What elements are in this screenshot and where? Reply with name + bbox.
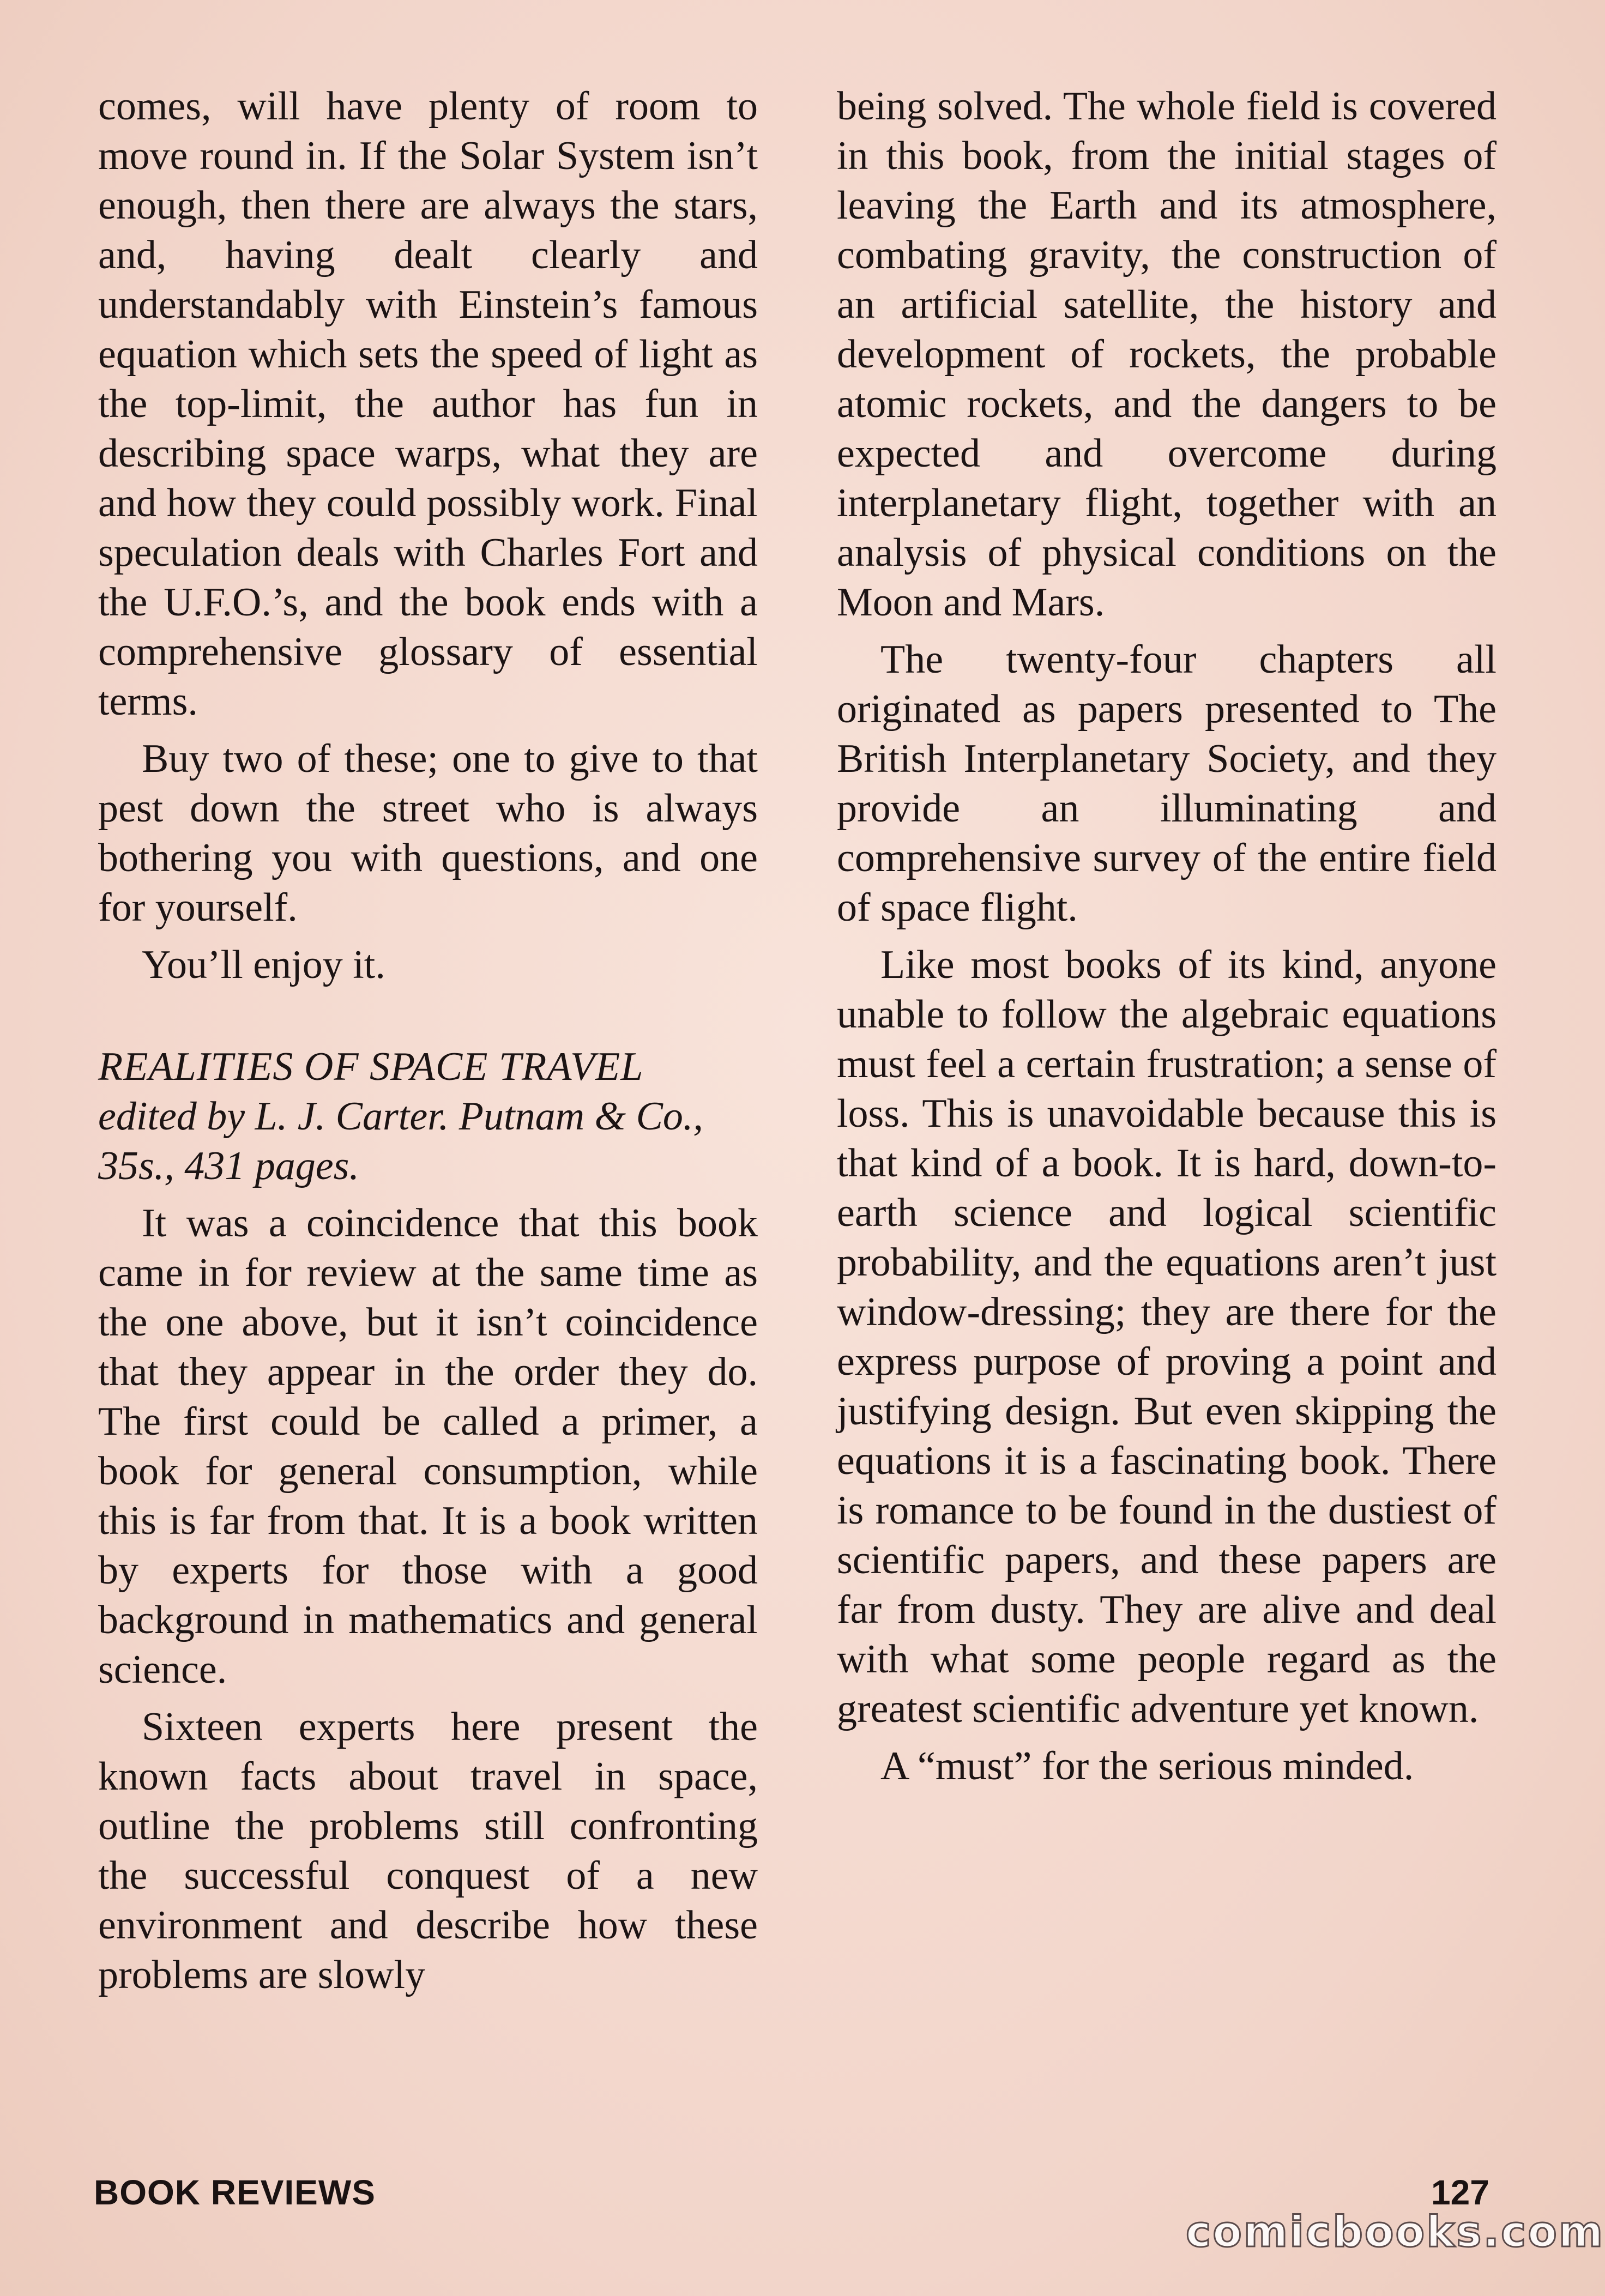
paragraph: It was a coincidence that this book came in for review at the same time as the one above, but it isn’t coincidence that they appear in the order they do. The first could be called a primer, a book for general consumption, while this is far from that. It is a book written by experts for those with a good background in mathematics and general science. — [98, 1201, 758, 1692]
paragraph: The twenty-four chapters all originated as papers presented to The British Interplanetary Society, and they provide an illuminating and comprehensive survey of the entire field of space flight. — [837, 637, 1497, 930]
book-byline: edited by L. J. Carter. Putnam & Co., 35s., 431 pages. — [98, 1094, 703, 1188]
paragraph: being solved. The whole field is covered in this book, from the initial stages of leaving the Earth and its atmosphere, combating gravity, the construction of an artificial satellite, the history and development of rockets, the probable atomic rockets, and the dangers to be expected and overcome during interplanetary flight, together with an analysis of physical conditions on the Moon and Mars. — [837, 84, 1497, 625]
page-number: 127 — [1431, 2173, 1489, 2212]
left-column — [98, 82, 758, 2000]
book-heading — [98, 1042, 758, 1191]
right-column — [837, 82, 1497, 1791]
paragraph: A “must” for the serious minded. — [880, 1744, 1414, 1789]
book-title: REALITIES OF SPACE TRAVEL — [98, 1044, 644, 1089]
paragraph: Buy two of these; one to give to that pest down the street who is always bothering you with questions, and one for yourself. — [98, 736, 758, 930]
paragraph: Sixteen experts here present the known facts about travel in space, outline the problems still confronting the successful conquest of a new environment and describe how these problems are slowly — [98, 1705, 758, 1997]
watermark: comicbooks.com — [1186, 2208, 1605, 2257]
paragraph: Like most books of its kind, anyone unable to follow the algebraic equations must feel a certain frustration; a sense of loss. This is unavoidable because this is that kind of a book. It is hard, down-to-earth science and logical scientific probability, and the equations aren’t just window-dressing; they are there for the express purpose of proving a point and justifying design. But even skipping the equations it is a fascinating book. There is romance to be found in the dustiest of scientific papers, and these papers are far from dusty. They are alive and deal with what some people regard as the greatest scientific adventure yet known. — [837, 942, 1497, 1731]
paragraph: comes, will have plenty of room to move round in. If the Solar System isn’t enough, then there are always the stars, and, having dealt clearly and understandably with Einstein’s famous equation which sets the speed of light as the top-limit, the author has fun in describing space warps, what they are and how they could possibly work. Final speculation deals with Charles Fort and the U.F.O.’s, and the book ends with a comprehensive glossary of essential terms. — [98, 84, 758, 724]
paragraph: You’ll enjoy it. — [142, 942, 385, 987]
running-footer-section: BOOK REVIEWS — [94, 2173, 376, 2212]
